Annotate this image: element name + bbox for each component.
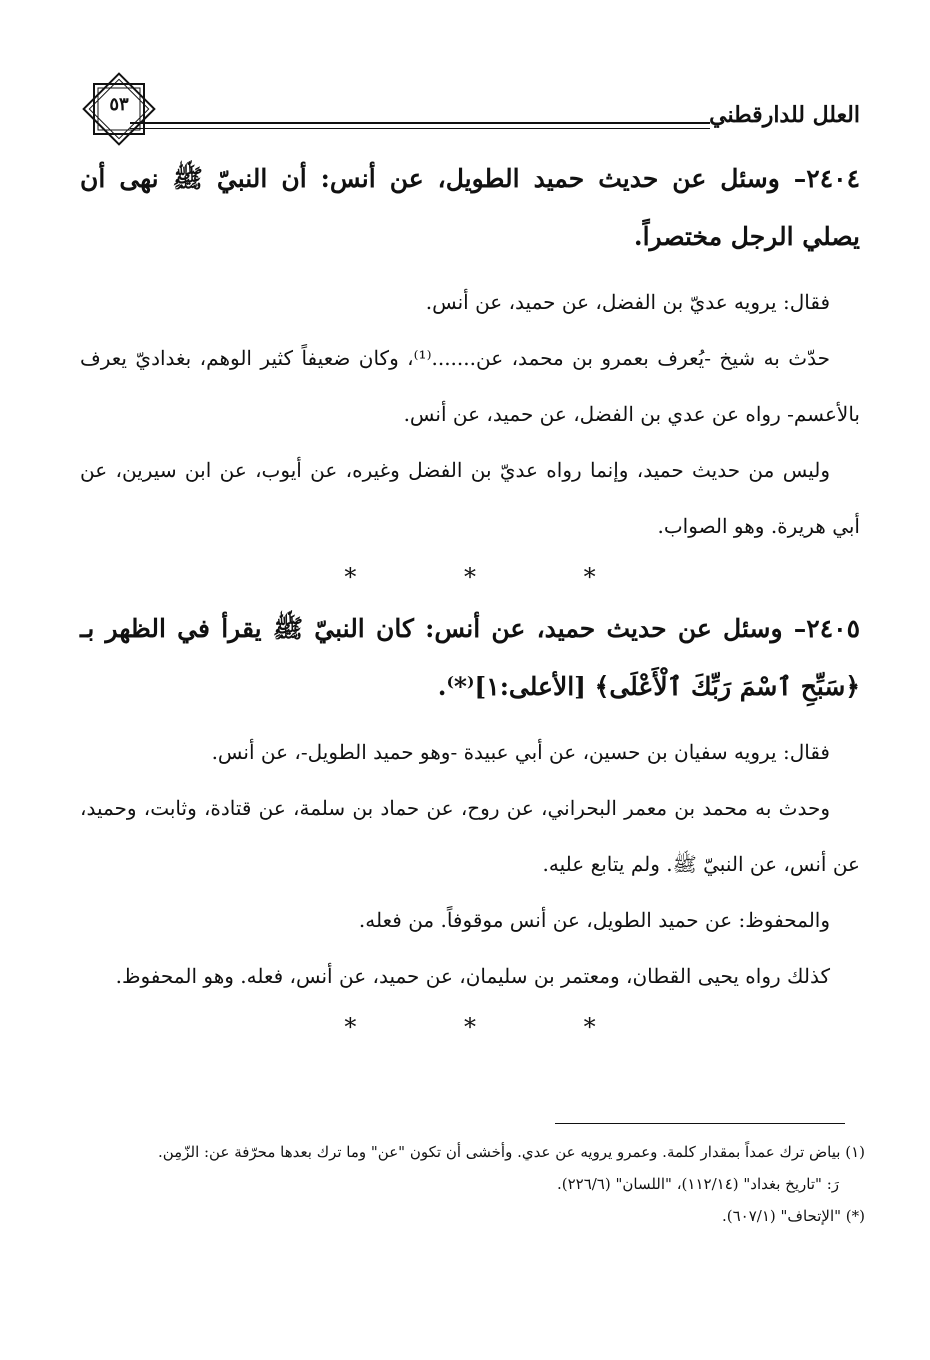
paragraph: فقال: يرويه عديّ بن الفضل، عن حميد، عن أنس. bbox=[425, 290, 830, 314]
footnote-rule bbox=[555, 1123, 845, 1124]
header-rule bbox=[130, 122, 710, 129]
footnote-1-continuation: رَ: "تاريخ بغداد" (١١٢/١٤)، "اللسان" (٢٢٦/٦). bbox=[556, 1175, 839, 1193]
footnotes bbox=[80, 1136, 865, 1232]
page-number-ornament bbox=[80, 70, 158, 148]
section-separator: * * * bbox=[344, 563, 646, 591]
main-text bbox=[80, 150, 860, 1050]
book-title: العلل للدارقطني bbox=[709, 102, 860, 128]
section-separator: * * * bbox=[344, 1013, 646, 1041]
paragraph: وليس من حديث حميد، وإنما رواه عديّ بن الفضل وغيره، عن أيوب، عن ابن سيرين، عن أبي هريرة. وهو الصواب. bbox=[80, 458, 860, 538]
footnote-1: (١) بياض ترك عمداً بمقدار كلمة. وعمرو يرويه عن عدي. وأخشى أن تكون "عن" وما ترك بعدها محرّفة عن: الزّمِن. bbox=[158, 1143, 865, 1161]
entry-heading: ٢٤٠٥– وسئل عن حديث حميد، عن أنس: كان النبيّ ﷺ يقرأ في الظهر بـ ﴿سَبِّحِ ٱسْمَ رَبِّكَ ٱلْأَعْلَى﴾ [الأعلى:١]⁽*⁾. bbox=[80, 614, 860, 701]
page-header bbox=[80, 70, 860, 140]
paragraph: كذلك رواه يحيى القطان، ومعتمر بن سليمان، عن حميد، عن أنس، فعله. وهو المحفوظ. bbox=[115, 964, 830, 988]
paragraph: فقال: يرويه سفيان بن حسين، عن أبي عبيدة -وهو حميد الطويل-، عن أنس. bbox=[211, 740, 830, 764]
paragraph: والمحفوظ: عن حميد الطويل، عن أنس موقوفاً. من فعله. bbox=[358, 908, 830, 932]
paragraph: وحدث به محمد بن معمر البحراني، عن روح، عن حماد بن سلمة، عن قتادة، وثابت، وحميد، عن أنس، عن النبيّ ﷺ. ولم يتابع عليه. bbox=[80, 796, 860, 876]
paragraph: حدّث به شيخ -يُعرف بعمرو بن محمد، عن.......⁽¹⁾، وكان ضعيفاً كثير الوهم، بغداديّ يعرف بالأعسم- رواه عن عدي بن الفضل، عن حميد، عن أنس. bbox=[80, 346, 860, 426]
page-number: ٥٣ bbox=[109, 94, 129, 115]
entry-heading: ٢٤٠٤– وسئل عن حديث حميد الطويل، عن أنس: أن النبيّ ﷺ نهى أن يصلي الرجل مختصراً. bbox=[80, 164, 860, 251]
footnote-star: (*) "الإتحاف" (٦٠٧/١). bbox=[722, 1207, 865, 1225]
